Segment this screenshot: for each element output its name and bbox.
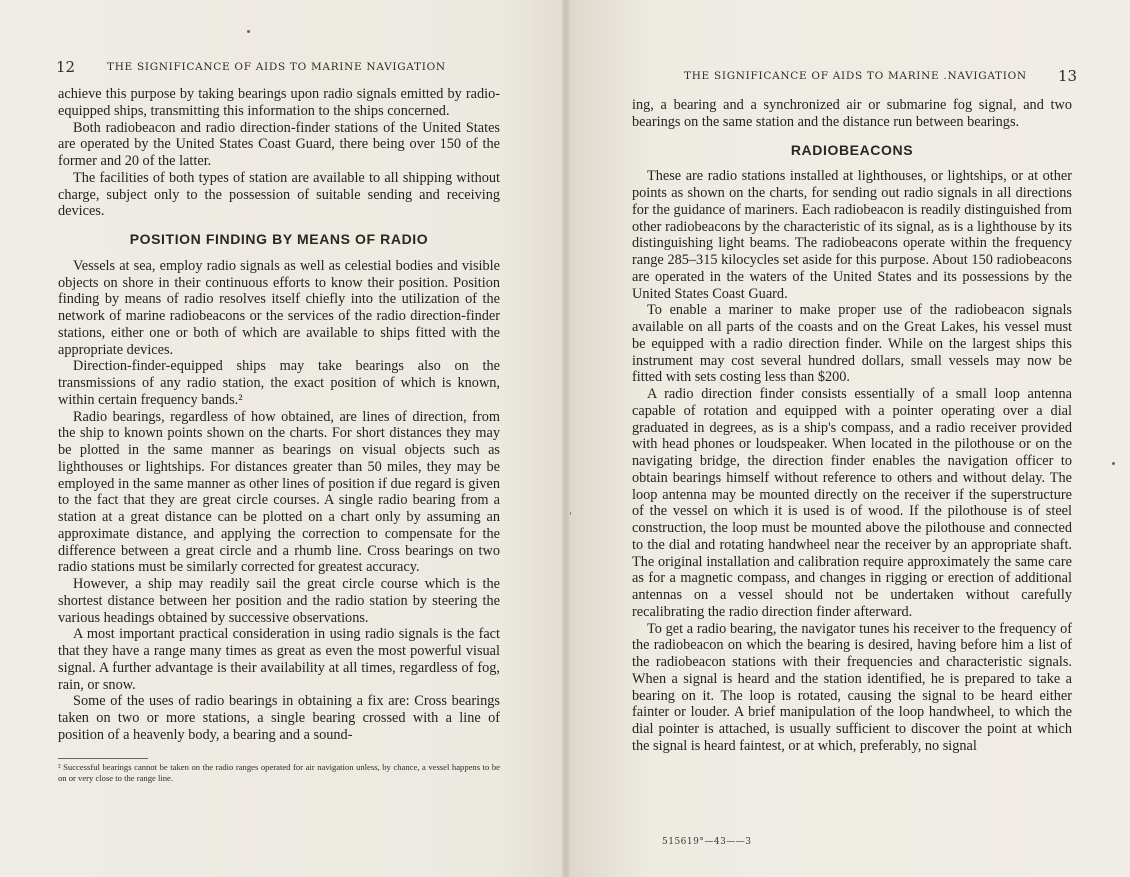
paragraph: However, a ship may readily sail the great circle course which is the shortest distance between her position and the radio station by steering the various headings obtained by successive observations. — [58, 576, 500, 626]
paragraph: The facilities of both types of station are available to all shipping without charge, subject only to the possession of suitable sending and receiving devices. — [58, 169, 500, 220]
right-page — [566, 0, 1130, 877]
left-text-column — [58, 86, 500, 784]
paragraph: To enable a mariner to make proper use of the radiobeacon signals available on all parts of the coasts and on the Great Lakes, his vessel must be equipped with a radio direction finder. While on the largest ships this instrument may cost several hundred dollars, small vessels may now be fitted with sets costing less than $200. — [632, 302, 1072, 386]
paragraph: Direction-finder-equipped ships may take bearings also on the transmissions of any radio station, the exact position of which is known, within certain frequency bands.² — [58, 358, 500, 408]
paragraph: achieve this purpose by taking bearings upon radio signals emitted by radio-equipped ships, transmitting this information to the ships concerned. — [58, 86, 500, 119]
paragraph: A radio direction finder consists essentially of a small loop antenna capable of rotation and equipped with a pointer operating over a dial graduated in degrees, as is a ship's compass, and a radio receiver provided with head phones or loudspeaker. When located in the pilothouse or on the navigating bridge, the direction finder enables the navigation officer to obtain bearings himself without reference to others and without delay. The loop antenna may be mounted directly on the receiver if the superstructure of the vessel on which it is used is of wood. If the pilothouse is of steel construction, the loop must be mounted above the pilothouse and connected to the dial and rotating handwheel near the receiver by an appropriate shaft. The original installation and calibration require approximately the same care as for a magnetic compass, and changes in rigging or erection of additional antennas on a vessel should not be undertaken without carefully recalibrating the radio direction finder afterward. — [632, 386, 1072, 620]
printer-signature-mark: 515619°—43——3 — [662, 837, 752, 847]
page-number-right: 13 — [1058, 67, 1078, 85]
running-head-right: THE SIGNIFICANCE OF AIDS TO MARINE .NAVIGATION — [684, 70, 1027, 82]
paragraph: Radio bearings, regardless of how obtained, are lines of direction, from the ship to known points shown on the charts. For short distances they may be plotted in the same manner as bearings on visual objects such as lighthouses or lightships. For distances greater than 50 miles, they may be employed in the same manner as other lines of position if due regard is given to the fact that they are great circle courses. A single radio bearing from a station at a great distance can be plotted on a chart only by assuming an approximate distance, and applying the correction to compensate for the difference between a great circle and a rhumb line. Cross bearings on two radio stations must be similarly corrected for greatest accuracy. — [58, 408, 500, 576]
book-gutter — [562, 0, 570, 877]
paragraph: Both radiobeacon and radio direction-finder stations of the United States are operated by the United States Coast Guard, there being over 150 of the former and 20 of the latter. — [58, 119, 500, 169]
running-head-left: THE SIGNIFICANCE OF AIDS TO MARINE NAVIGATION — [107, 61, 446, 73]
page-number-left: 12 — [56, 58, 76, 76]
paper-speck — [247, 30, 250, 33]
footnote-rule — [58, 758, 148, 759]
paragraph: Some of the uses of radio bearings in obtaining a fix are: Cross bearings taken on two or more stations, a single bearing crossed with a line of position of a heavenly body, a bearing and a sound- — [58, 693, 500, 743]
section-heading-position-finding: POSITION FINDING BY MEANS OF RADIO — [129, 231, 429, 247]
paragraph: ing, a bearing and a synchronized air or submarine fog signal, and two bearings on the same station and the distance run between bearings. — [632, 97, 1072, 130]
paragraph: These are radio stations installed at lighthouses, or lightships, or at other points as shown on the charts, for sending out radio signals in all directions for the guidance of mariners. Each radiobeacon is readily distinguished from other radiobeacons by the characteristic of its signal, as is a lighthouse by its distinguishing light beams. The radiobeacons operate within the frequency range 285–315 kilocycles set aside for this purpose. About 150 radiobeacons are operated in the waters of the United States and its possessions by the United States Coast Guard. — [632, 168, 1072, 302]
footnote: ² Successful bearings cannot be taken on the radio ranges operated for air navigation unless, by chance, a vessel happens to be on or very close to the range line. — [58, 761, 500, 783]
paper-speck — [1112, 462, 1115, 465]
paragraph: Vessels at sea, employ radio signals as well as celestial bodies and visible objects on shore in their continuous efforts to know their position. Position finding by means of radio resolves itself chiefly into the utilization of the network of marine radiobeacons or the services of the radio direction-finder stations, either one or both of which are available to ships fitted with the appropriate devices. — [58, 257, 500, 358]
right-text-column — [632, 97, 1072, 755]
paragraph: To get a radio bearing, the navigator tunes his receiver to the frequency of the radiobeacon on which the bearing is desired, having before him a list of the radiobeacon stations with their frequencies and characteristic signals. When a signal is heard and the station identified, he is prepared to take a bearing on it. The loop is rotated, causing the signal to be heard either fainter or louder. A brief manipulation of the loop handwheel, to which the dial pointer is attached, is usually sufficient to discover the point at which the signal is heard faintest, or at which, preferably, no signal — [632, 620, 1072, 754]
section-heading-radiobeacons: RADIOBEACONS — [790, 141, 914, 158]
paragraph: A most important practical consideration in using radio signals is the fact that they have a range many times as great as even the most powerful visual signal. A further advantage is their availability at all times, regardless of fog, rain, or snow. — [58, 626, 500, 693]
